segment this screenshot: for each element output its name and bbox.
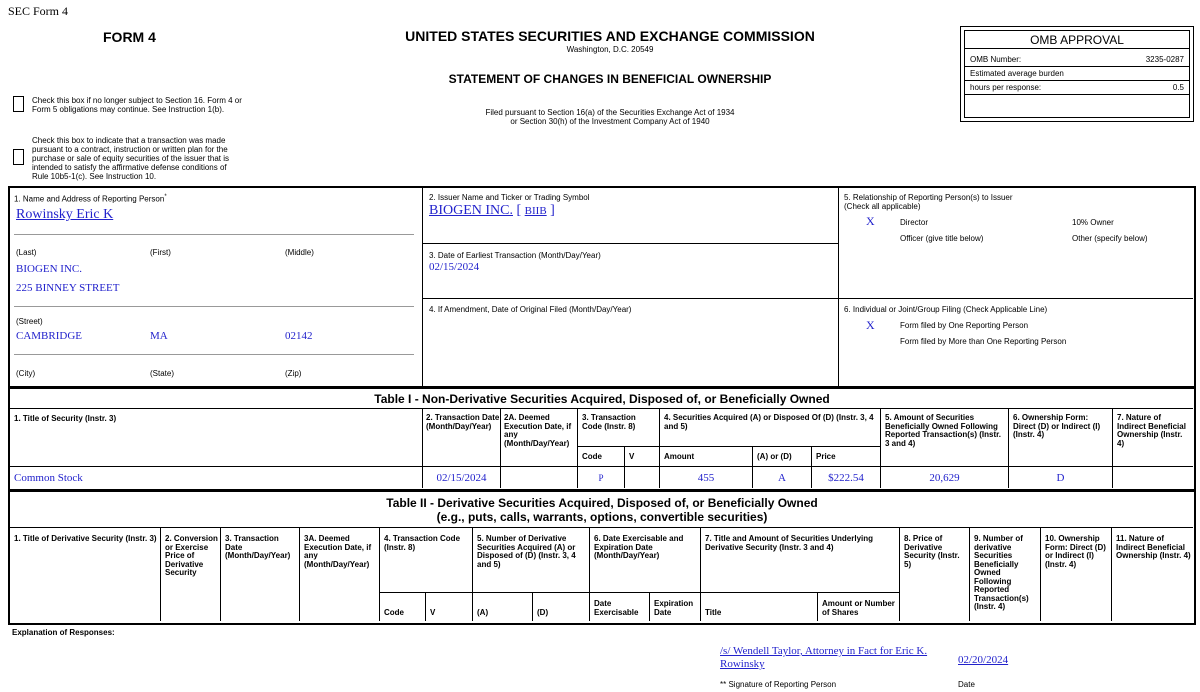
table2-sub-rule [380, 592, 899, 593]
t1-sub-amount: Amount [664, 452, 695, 461]
t1-h1: 1. Title of Security (Instr. 3) [14, 414, 117, 423]
t1-row-code: P [598, 473, 604, 483]
t2-h9: 9. Number of derivative Securities Beneficially Owned Following Reported Transaction(s) (Instr. 4) [974, 534, 1029, 611]
section16-label [32, 96, 242, 114]
reporting-section [8, 186, 1196, 389]
name-underline [14, 234, 414, 235]
t2-sub-a: (A) [477, 608, 489, 617]
section16-line-1: Check this box if no longer subject to Section 16. Form 4 or [32, 96, 242, 105]
omb-hours-label: hours per response: [970, 83, 1042, 92]
sec-form-label: SEC Form 4 [8, 4, 69, 18]
t2-col-5 [472, 528, 473, 621]
table2-title-2: (e.g., puts, calls, warrants, options, convertible securities) [436, 510, 768, 524]
t2-col-3 [220, 528, 221, 621]
t1-row-amount: 455 [697, 472, 715, 484]
city-underline [14, 354, 414, 355]
t2-col-11 [1111, 528, 1112, 621]
omb-rule [965, 48, 1189, 49]
ticker-link[interactable]: BIIB [524, 205, 547, 217]
other-label: Other (specify below) [1072, 234, 1148, 243]
t1-sub-v: V [629, 452, 635, 461]
city-label: (City) [16, 369, 36, 378]
t2-col-2 [160, 528, 161, 621]
middle-label: (Middle) [285, 248, 314, 257]
signature-line-1[interactable]: /s/ Wendell Taylor, Attorney in Fact for Eric K. [720, 645, 928, 657]
signature-line-2[interactable]: Rowinsky [720, 658, 765, 670]
zip-label: (Zip) [285, 369, 302, 378]
earliest-date-value: 02/15/2024 [429, 261, 480, 273]
divider-2 [838, 187, 839, 386]
t2-h5: 5. Number of Derivative Securities Acquired (A) or Disposed of (D) (Instr. 3, 4 and 5) [477, 534, 576, 569]
t2-col-4 [379, 528, 380, 621]
rule10b5-label [32, 136, 229, 181]
filed-pursuant [370, 108, 850, 126]
rule10b5-line-1: Check this box to indicate that a transaction was made [32, 136, 226, 145]
city-value: CAMBRIDGE [16, 330, 83, 342]
reporting-person-star: * [164, 194, 167, 200]
t2-sub-d: (D) [537, 608, 549, 617]
t2-col-3a [299, 528, 300, 621]
filed-one-label: Form filed by One Reporting Person [900, 321, 1029, 330]
omb-burden-label: Estimated average burden [970, 69, 1064, 78]
first-label: (First) [150, 248, 171, 257]
t2-col-amount [817, 593, 818, 621]
t1-row-title: Common Stock [14, 472, 83, 484]
state-value: MA [150, 330, 168, 342]
t1-h7: 7. Nature of Indirect Beneficial Ownership (Instr. 4) [1117, 413, 1186, 448]
omb-number-value: 3235-0287 [1145, 55, 1184, 64]
signature-date[interactable]: 02/20/2024 [958, 654, 1009, 666]
t2-sub-code: Code [384, 608, 404, 617]
t1-sub-aord: (A) or (D) [757, 452, 792, 461]
divider-1 [422, 187, 423, 386]
issuer-rule-1 [423, 243, 839, 244]
relationship-sublabel: (Check all applicable) [844, 202, 921, 211]
section16-checkbox[interactable] [13, 96, 24, 112]
t2-sub-exercisable: Date Exercisable [594, 599, 639, 617]
rule10b5-line-2: pursuant to a contract, instruction or written plan for the [32, 145, 228, 154]
t1-col-v [624, 447, 625, 488]
street-label: (Street) [16, 317, 43, 326]
t1-col-7 [1112, 409, 1113, 488]
explanation-label: Explanation of Responses: [12, 628, 115, 637]
t2-col-d [532, 593, 533, 621]
filing-label: 6. Individual or Joint/Group Filing (Check Applicable Line) [844, 305, 1048, 314]
reporting-person-label-text: 1. Name and Address of Reporting Person [14, 194, 165, 204]
ticker-open: [ [516, 203, 522, 218]
signature-caption: ** Signature of Reporting Person [720, 680, 837, 689]
t2-sub-amount: Amount or Number of Shares [822, 599, 895, 617]
t2-h6: 6. Date Exercisable and Expiration Date (Month/Day/Year) [594, 534, 684, 560]
date-caption: Date [958, 680, 975, 689]
address-line-2: 225 BINNEY STREET [16, 282, 120, 294]
omb-rule-2 [965, 66, 1189, 67]
omb-number-label: OMB Number: [970, 55, 1022, 64]
rule10b5-line-3: purchase or sale of equity securities of the issuer that is [32, 154, 229, 163]
t1-h2a: 2A. Deemed Execution Date, if any (Month/Day/Year) [504, 413, 572, 448]
agency-location: Washington, D.C. 20549 [566, 45, 654, 54]
t2-sub-v: V [430, 608, 436, 617]
t2-h3a: 3A. Deemed Execution Date, if any (Month/Day/Year) [304, 534, 372, 569]
t1-h4: 4. Securities Acquired (A) or Disposed Of (D) (Instr. 3, 4 and 5) [664, 413, 874, 431]
t2-col-7 [700, 528, 701, 621]
issuer-value [429, 203, 555, 219]
t1-h2: 2. Transaction Date (Month/Day/Year) [426, 413, 500, 431]
t1-row-price: $222.54 [828, 472, 864, 484]
signature-link[interactable] [720, 645, 956, 671]
director-label: Director [900, 218, 929, 227]
t1-sub-price: Price [816, 452, 836, 461]
address-line-1: BIOGEN INC. [16, 263, 82, 275]
form-title: FORM 4 [103, 29, 156, 45]
t2-h4: 4. Transaction Code (Instr. 8) [384, 534, 461, 552]
omb-rule-4 [965, 94, 1189, 95]
omb-hours-value: 0.5 [1172, 83, 1184, 92]
t1-row-owned: 20,629 [929, 472, 960, 484]
omb-title: OMB APPROVAL [1030, 33, 1124, 47]
relationship-label-text: 5. Relationship of Reporting Person(s) to Issuer [844, 193, 1013, 202]
t1-h3: 3. Transaction Code (Instr. 8) [582, 413, 636, 431]
t2-col-9 [969, 528, 970, 621]
rule10b5-line-4: intended to satisfy the affirmative defense conditions of [32, 163, 227, 172]
ticker-close: ] [550, 203, 555, 218]
address-underline [14, 306, 414, 307]
filing-mark: X [866, 318, 875, 332]
t1-row-aord: A [778, 472, 786, 484]
t2-h2: 2. Conversion or Exercise Price of Derivative Security [165, 534, 218, 577]
t2-col-v [425, 593, 426, 621]
section16-line-2: Form 5 obligations may continue. See Instruction 1(b). [32, 105, 225, 114]
filed-line-2: or Section 30(h) of the Investment Company Act of 1940 [510, 117, 710, 126]
rule10b5-line-5: Rule 10b5-1(c). See Instruction 10. [32, 172, 157, 181]
statement-title: STATEMENT OF CHANGES IN BENEFICIAL OWNERSHIP [448, 72, 772, 86]
t2-sub-title: Title [705, 608, 722, 617]
last-label: (Last) [16, 248, 37, 257]
issuer-label: 2. Issuer Name and Ticker or Trading Symbol [429, 193, 590, 202]
table2-title-rule [9, 527, 1193, 528]
relationship-label [844, 193, 1013, 211]
t2-h1: 1. Title of Derivative Security (Instr. 3) [14, 534, 157, 543]
table1-title: Table I - Non-Derivative Securities Acquired, Disposed of, or Beneficially Owned [374, 392, 830, 406]
earliest-date-label: 3. Date of Earliest Transaction (Month/Day/Year) [429, 251, 601, 260]
t2-h10: 10. Ownership Form: Direct (D) or Indirect (I) (Instr. 4) [1045, 534, 1106, 569]
t1-h6: 6. Ownership Form: Direct (D) or Indirect (I) (Instr. 4) [1013, 413, 1101, 439]
t2-col-10 [1040, 528, 1041, 621]
t1-row-form: D [1056, 472, 1065, 484]
officer-label: Officer (give title below) [900, 234, 984, 243]
zip-value: 02142 [285, 330, 313, 342]
table2-title [10, 496, 1194, 524]
issuer-rule-2 [423, 298, 839, 299]
agency-title: UNITED STATES SECURITIES AND EXCHANGE COMMISSION [405, 28, 815, 44]
t2-h7: 7. Title and Amount of Securities Underlying Derivative Security (Instr. 3 and 4) [705, 534, 874, 552]
t2-sub-expiration: Expiration Date [654, 599, 694, 617]
t2-col-exp [649, 593, 650, 621]
table1-title-rule [9, 408, 1193, 409]
omb-rule-3 [965, 80, 1189, 81]
t1-row-date: 02/15/2024 [436, 472, 487, 484]
ten-percent-owner-label: 10% Owner [1072, 218, 1114, 227]
relationship-rule [839, 298, 1193, 299]
table1-header-rule [9, 466, 1193, 467]
amendment-label: 4. If Amendment, Date of Original Filed (Month/Day/Year) [429, 305, 632, 314]
reporting-person-name-link[interactable]: Rowinsky Eric K [16, 207, 114, 222]
t1-h5: 5. Amount of Securities Beneficially Owned Following Reported Transaction(s) (Instr. 3 and 4) [885, 413, 1002, 448]
director-mark: X [866, 214, 875, 228]
issuer-name-link[interactable]: BIOGEN INC. [429, 203, 513, 218]
t2-col-8 [899, 528, 900, 621]
table2-title-1: Table II - Derivative Securities Acquired, Disposed of, or Beneficially Owned [386, 496, 818, 510]
t2-h11: 11. Nature of Indirect Beneficial Ownership (Instr. 4) [1116, 534, 1191, 560]
rule10b5-checkbox[interactable] [13, 149, 24, 165]
filed-line-1: Filed pursuant to Section 16(a) of the Securities Exchange Act of 1934 [485, 108, 735, 117]
t2-col-6 [589, 528, 590, 621]
t2-h8: 8. Price of Derivative Security (Instr. 5) [904, 534, 960, 569]
filed-more-label: Form filed by More than One Reporting Person [900, 337, 1067, 346]
t1-col-2a [500, 409, 501, 488]
t1-sub-code: Code [582, 452, 602, 461]
reporting-person-label [14, 193, 167, 204]
t2-h3: 3. Transaction Date (Month/Day/Year) [225, 534, 291, 560]
state-label: (State) [150, 369, 175, 378]
